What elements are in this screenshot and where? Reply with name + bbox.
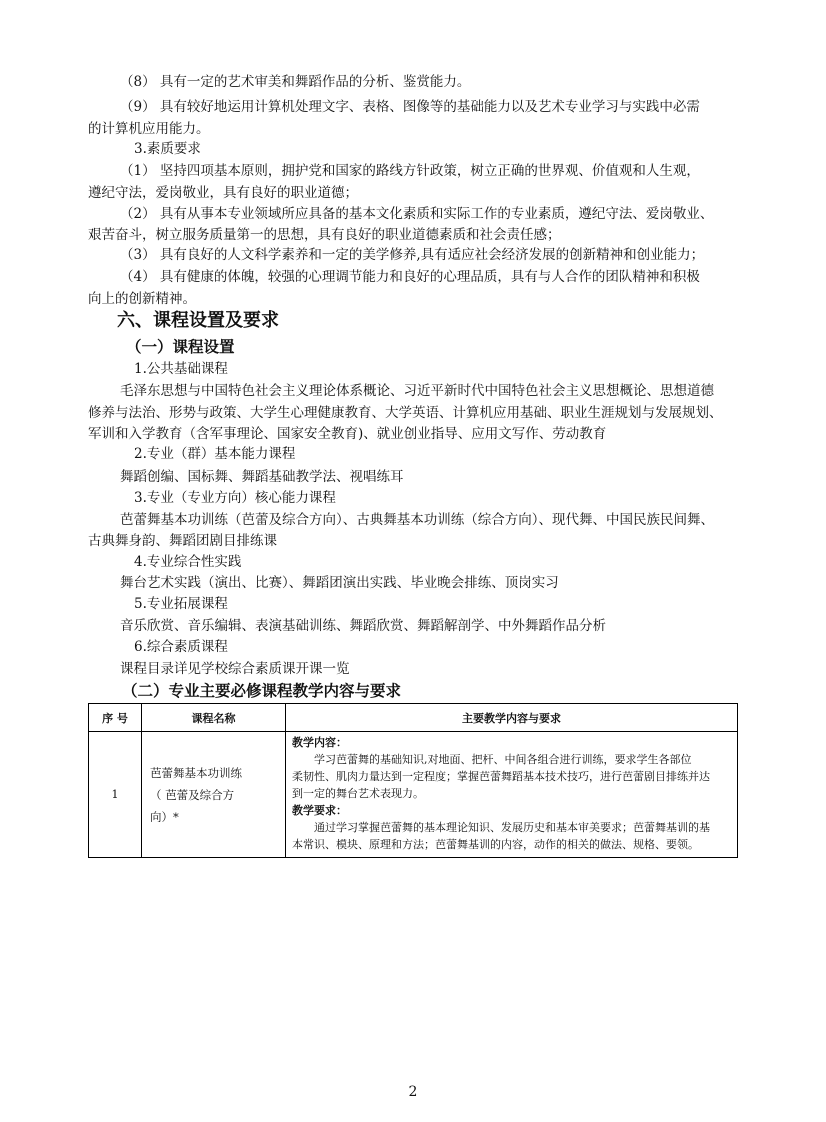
core-courses-text: 芭蕾舞基本功训练（芭蕾及综合方向）、古典舞基本功训练（综合方向）、现代舞、中国民族民间舞、 [120, 512, 714, 528]
section-title: 六、课程设置及要求 [117, 310, 279, 331]
content-label: 教学内容： [292, 736, 347, 749]
ability-item-9-cont: 的计算机应用能力。 [88, 121, 210, 137]
quality-heading: 3.素质要求 [134, 141, 201, 157]
quality-item-2: （2） 具有从事本专业领域所应具备的基本文化素质和实际工作的专业素质，遵纪守法、爱岗敬业、 [120, 206, 714, 222]
basic-courses-heading: 2.专业（群）基本能力课程 [134, 446, 296, 462]
subsection-title-curriculum: （一）课程设置 [126, 338, 235, 356]
requirement-text-2: 本常识、模块、原理和方法；芭蕾舞基训的内容，动作的相关的做法、规格、要领。 [292, 838, 699, 851]
public-courses-text: 毛泽东思想与中国特色社会主义理论体系概论、习近平新时代中国特色社会主义思想概论、思想道德 [120, 383, 714, 399]
table-header-row [89, 704, 738, 732]
quality-item-4-cont: 向上的创新精神。 [88, 291, 196, 307]
general-courses-text: 课程目录详见学校综合素质课开课一览 [120, 661, 350, 677]
quality-item-4: （4） 具有健康的体魄，较强的心理调节能力和良好的心理品质，具有与人合作的团队精神和积极 [120, 269, 700, 285]
row-course-name [142, 732, 286, 858]
course-name-line-2: （ 芭蕾及综合方 [150, 788, 235, 802]
row-num: 1 [89, 732, 142, 858]
content-text-2: 柔韧性、肌肉力量达到一定程度；掌握芭蕾舞蹈基本技术技巧，进行芭蕾剧目排练并达 [292, 770, 710, 783]
public-courses-text-2: 修养与法治、形势与政策、大学生心理健康教育、大学英语、计算机应用基础、职业生涯规划与发展规划、 [88, 405, 723, 421]
header-content: 主要教学内容与要求 [286, 704, 738, 732]
course-name-line-1: 芭蕾舞基本功训练 [150, 766, 242, 780]
row-content [286, 732, 738, 858]
table-row [89, 732, 738, 858]
requirement-text-1: 通过学习掌握芭蕾舞的基本理论知识、发展历史和基本审美要求；芭蕾舞基训的基 [314, 821, 710, 834]
header-course-name: 课程名称 [142, 704, 286, 732]
header-num: 序 号 [89, 704, 142, 732]
general-courses-heading: 6.综合素质课程 [134, 639, 228, 655]
course-name-line-3: 向）* [150, 810, 179, 824]
requirement-label: 教学要求： [292, 804, 347, 817]
core-courses-heading: 3.专业（专业方向）核心能力课程 [134, 490, 336, 506]
quality-item-3: （3） 具有良好的人文科学素养和一定的美学修养,具有适应社会经济发展的创新精神和创业能力； [120, 247, 705, 263]
extend-courses-text: 音乐欣赏、音乐编辑、表演基础训练、舞蹈欣赏、舞蹈解剖学、中外舞蹈作品分析 [120, 618, 606, 634]
content-text-1: 学习芭蕾舞的基础知识,对地面、把杆、中间各组合进行训练，要求学生各部位 [314, 753, 692, 766]
quality-item-2-cont: 艰苦奋斗，树立服务质量第一的思想，具有良好的职业道德素质和社会责任感； [88, 227, 561, 243]
extend-courses-heading: 5.专业拓展课程 [134, 596, 228, 612]
public-courses-heading: 1.公共基础课程 [134, 361, 228, 377]
basic-courses-text: 舞蹈创编、国标舞、舞蹈基础教学法、视唱练耳 [120, 469, 404, 485]
ability-item-9: （9） 具有较好地运用计算机处理文字、表格、图像等的基础能力以及艺术专业学习与实践中必需 [120, 99, 700, 115]
quality-item-1: （1） 坚持四项基本原则，拥护党和国家的路线方针政策，树立正确的世界观、价值观和人生观， [120, 163, 700, 179]
practice-heading: 4.专业综合性实践 [134, 554, 242, 570]
quality-item-1-cont: 遵纪守法，爱岗敬业，具有良好的职业道德； [88, 185, 358, 201]
course-table [88, 703, 738, 858]
ability-item-8: （8） 具有一定的艺术审美和舞蹈作品的分析、鉴赏能力。 [120, 74, 471, 90]
subsection-title-required: （二）专业主要必修课程教学内容与要求 [122, 682, 402, 700]
page-number: 2 [408, 1084, 418, 1100]
core-courses-text-2: 古典舞身韵、舞蹈团剧目排练课 [88, 533, 277, 549]
content-text-3: 到一定的舞台艺术表现力。 [292, 787, 424, 800]
public-courses-text-3: 军训和入学教育（含军事理论、国家安全教育)、就业创业指导、应用文写作、劳动教育 [88, 426, 607, 442]
practice-text: 舞台艺术实践（演出、比赛）、舞蹈团演出实践、毕业晚会排练、顶岗实习 [120, 575, 559, 591]
